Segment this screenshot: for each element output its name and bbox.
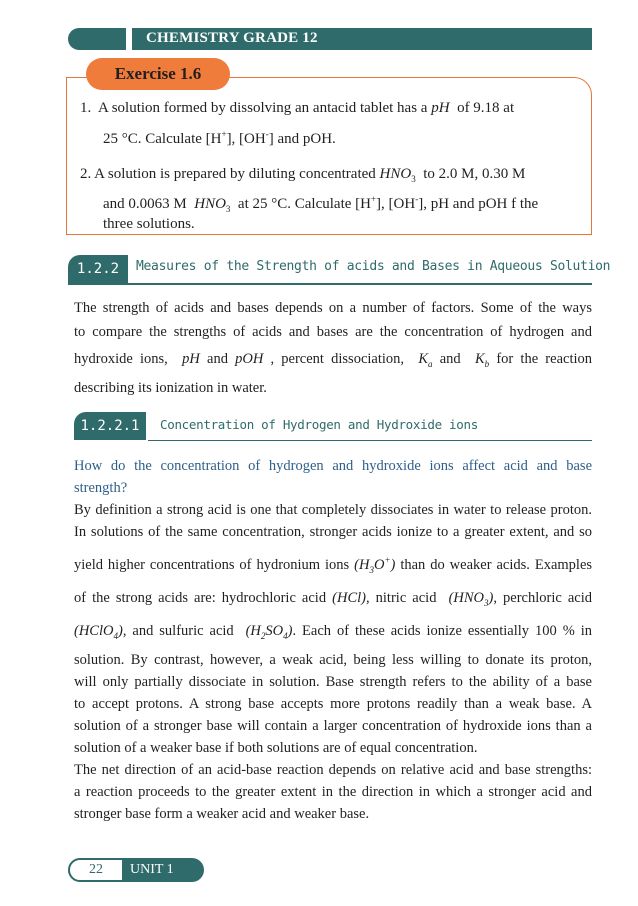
intro-paragraph: The strength of acids and bases depends on a number of factors. Some of the ways to compare the strengths of acids and bases are the concentration of hydrogen and hydroxide ions, pH and pOH , percent dissociation, $K_a$ and $K_b$ for the reaction describing its ionization in water. [74, 300, 593, 396]
section-rule [68, 283, 592, 285]
subsection-title: Concentration of Hydrogen and Hydroxide ions [160, 417, 478, 432]
unit-label: UNIT 1 [124, 858, 204, 882]
exercise-question-2: 2. A solution is prepared by diluting concentrated $HNO_3$ to 2.0 M, 0.30 M [80, 166, 526, 184]
section-title: Measures of the Strength of acids and Bases in Aqueous Solution [136, 259, 611, 274]
page-number: 22 [68, 858, 124, 882]
body-paragraph: By definition a strong acid is one that completely dissociates in water to release proton. In solutions of the same concentration, stronger acids ionize to a greater extent, and so yield higher concentrations of hydronium ions $(H_3O^+)$ than do weaker acids. Examples of the strong acids are: hydrochloric acid (HCl), nitric acid $(HNO_3)$, perchloric acid (HClO$_4$), and sulfuric acid $(H_2SO_4)$. Each of these acids ionize essentially 100 % in solution. By contrast, however, a weak acid, being less willing to donate its proton, will only partially dissociate in solution. Base strength refers to the ability of a base to accept protons. A strong base accepts more protons readily than a weak base. A solution of a stronger base will contain a larger concentration of hydroxide ions than a solution of a weaker base if both solutions are of equal concentration. The net direction of an acid-base reaction depends on relative acid and base strengths: a reaction proceeds to the greater extent in the direction in which a stronger acid and stronger base form a weaker acid and weaker base. [74, 502, 593, 822]
section-number: 1.2.2 [68, 255, 128, 283]
page-footer [68, 858, 204, 882]
header-title: CHEMISTRY GRADE 12 [146, 30, 318, 46]
subsection-rule [148, 440, 592, 441]
subsection-number: 1.2.2.1 [74, 412, 146, 440]
running-header [68, 28, 592, 50]
exercise-question-1: 1. A solution formed by dissolving an antacid tablet has a pH of 9.18 at [80, 100, 515, 116]
exercise-question-1-line-2: 25 °C. Calculate [H+], [OH-] and pOH. [103, 129, 336, 147]
exercise-question-2-line-3: three solutions. [103, 216, 195, 232]
exercise-question-2-line-2: and 0.0063 M $HNO_3$ at 25 °C. Calculate [H+], [OH-], pH and pOH f the [103, 194, 539, 214]
header-pill [68, 28, 126, 50]
exercise-tab: Exercise 1.6 [86, 58, 230, 90]
guiding-question: How do the concentration of hydrogen and hydroxide ions affect acid and base strength? [74, 458, 592, 496]
